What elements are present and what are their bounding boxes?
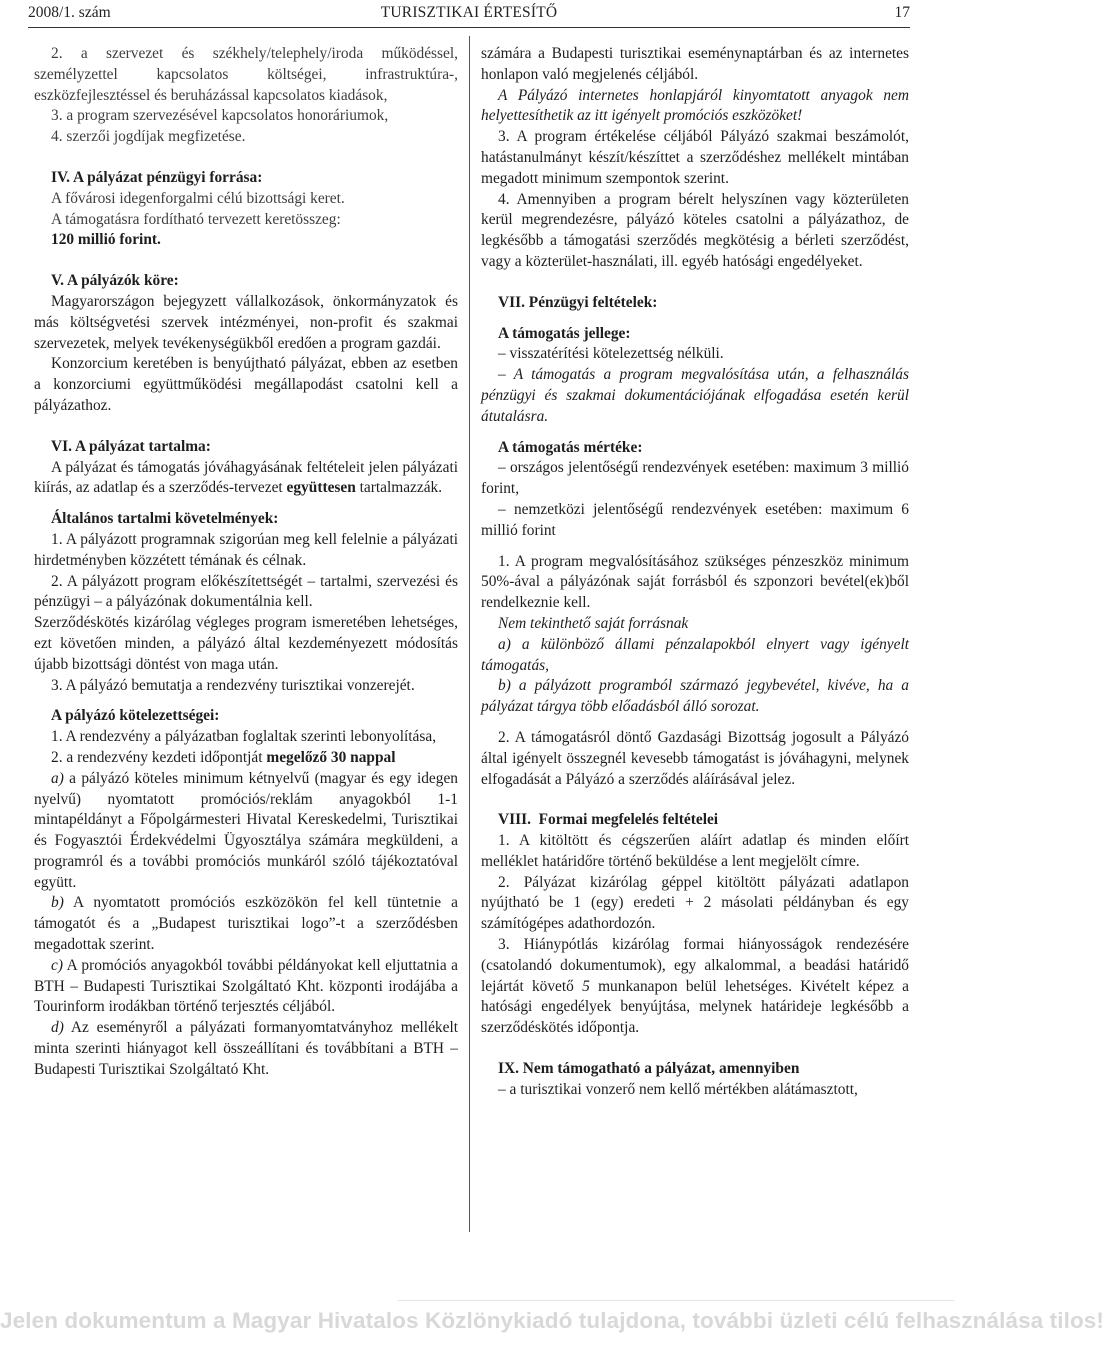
formal-item-3: 3. Hiánypótlás kizárólag formai hiányosságok rendezésére (csatolandó dokumentumok), egy alkalommal, a beadási határidő lejártát követő 5 munkanapon belül lehetséges. Kivételt képez a hatósági engedélyek benyújtása, melynek határideje legkésőbb a szerződéskötés időpontja.	[481, 936, 909, 1037]
issue-number: 2008/1. szám	[28, 4, 111, 21]
requirement-1: 1. A pályázott programnak szigorúan meg kell felelnie a pályázati hirdetményben közzétett témának és célnak.	[34, 530, 458, 569]
requirement-2b: Szerződéskötés kizárólag végleges program ismeretében lehetséges, ezt követően minden, a pályázó által kezdeményezett módosítás újabb bizottsági döntést von maga után.	[34, 614, 458, 673]
section-vi-title: VI. A pályázat tartalma:	[51, 437, 211, 455]
header-rule	[28, 27, 910, 28]
obligation-b: b) A nyomtatott promóciós eszközökön fel kell tüntetnie a támogatót és a „Budapest turisztikai logo”-t a szerződésben megadottak szerint.	[34, 894, 458, 954]
section-vi-text: A pályázat és támogatás jóváhagyásának feltételeit jelen pályázati kiírás, az adatlap és a szerződés-tervezet együttesen tartalmazzák.	[34, 458, 458, 497]
not-supported-1: – a turisztikai vonzerő nem kellő mértékben alátámasztott,	[498, 1080, 858, 1098]
own-resources-not: Nem tekinthető saját forrásnak	[498, 614, 689, 632]
page-number: 17	[894, 4, 910, 21]
support-nature-2: – A támogatás a program megvalósítása után, a felhasználás pénzügyi és szakmai dokumentációjának elfogadása esetén kerül átutalásra.	[481, 366, 909, 425]
support-amount-title: A támogatás mértéke:	[498, 438, 643, 456]
section-v-title: V. A pályázók köre:	[51, 272, 179, 290]
formal-item-2: 2. Pályázat kizárólag géppel kitöltött pályázati adatlapon nyújtható be 1 (egy) eredeti + 2 másolati példányban és egy számítógépes adathordozón.	[481, 873, 909, 933]
cost-item-3: 3. a program szervezésével kapcsolatos honoráriumok,	[51, 107, 389, 125]
obligations-title: A pályázó kötelezettségei:	[51, 707, 220, 725]
own-resources-b: b) a pályázott programból származó jegybevétel, kivéve, ha a pályázat tárgya több előadásból álló sorozat.	[481, 677, 909, 716]
formal-item-1: 1. A kitöltött és cégszerűen aláírt adatlap és minden előírt melléklet határidőre történő beküldése a lent megjelölt címre.	[481, 832, 909, 870]
support-amount-2: – nemzetközi jelentőségű rendezvények esetében: maximum 6 millió forint	[481, 500, 909, 539]
requirements-title: Általános tartalmi követelmények:	[51, 510, 279, 528]
venue-item-4: 4. Amennyiben a program bérelt helyszínen vagy közterületen kerül megrendezésre, pályázó köteles csatolni a pályázathoz, de legkésőbb a támogatási szerződés megkötésig a bérleti szerződést, vagy a közterület-használati, ill. egyéb hatósági engedélyeket.	[481, 190, 909, 270]
obligation-d-continued: számára a Budapesti turisztikai eseménynaptárban és az internetes honlapon való megjelenés céljából.	[481, 45, 909, 83]
section-viii-title: VIII. Formai megfelelés feltételei	[498, 811, 719, 829]
requirement-2: 2. A pályázott program előkészítettségét – tartalmi, szervezési és pénzügyi – a pályázónak dokumentálnia kell.	[34, 572, 458, 611]
obligation-2: 2. a rendezvény kezdeti időpontját megelőző 30 nappal	[51, 748, 396, 766]
watermark-rule	[398, 1300, 954, 1301]
section-v-text-1: Magyarországon bejegyzett vállalkozások, önkormányzatok és más költségvetési szervek intézményei, non-profit és szakmai szervezetek, melyek tevékenységükből eredően a program gazdái.	[34, 292, 458, 352]
journal-title: TURISZTIKAI ÉRTESÍTŐ	[380, 4, 558, 21]
column-divider	[469, 36, 470, 1232]
obligation-c: c) A promóciós anyagokból további példányokat kell eljuttatnia a BTH – Budapesti Turisztikai Szolgáltató Kht. központi irodájába a Tourinform irodákban történő terjesztés céljából.	[34, 956, 458, 1016]
together-emphasis: együttesen	[286, 479, 356, 497]
right-column	[481, 44, 909, 1101]
obligation-1: 1. A rendezvény a pályázatban foglaltak szerinti lebonyolítása,	[51, 728, 437, 746]
obligation-a: a) a pályázó köteles minimum kétnyelvű (magyar és egy idegen nyelvű) nyomtatott promóciós/reklám anyagokból 1-1 mintapéldányt a Főpolgármesteri Hivatal Kereskedelmi, Turisztikai és Fogyasztói Érdekvédelmi Ügyosztálya számára megküldeni, a programról és a további promóciós munkáról szóló tájékoztatóval együtt.	[34, 769, 458, 891]
left-column	[34, 44, 458, 1081]
deadline-emphasis: megelőző 30 nappal	[266, 748, 396, 766]
section-iv-text-2: A támogatásra fordítható tervezett keretösszeg:	[51, 210, 341, 228]
section-ix-title: IX. Nem támogatható a pályázat, amennyiben	[498, 1060, 800, 1078]
requirement-3: 3. A pályázó bemutatja a rendezvény turisztikai vonzerejét.	[51, 676, 415, 694]
website-notice: A Pályázó internetes honlapjáról kinyomtatott anyagok nem helyettesíthetik az itt igényelt promóciós eszközöket!	[481, 86, 909, 125]
section-iv-amount: 120 millió forint.	[51, 231, 161, 249]
ownership-watermark: Jelen dokumentum a Magyar Hivatalos Közlönykiadó tulajdona, további üzleti célú felhasználása tilos!	[0, 1308, 1104, 1333]
own-resources-2: 2. A támogatásról döntő Gazdasági Bizottság jogosult a Pályázó által igényelt összegnél kevesebb támogatást is jóváhagyni, melynek elfogadását a Pályázó a szerződés aláírásával jelez.	[481, 728, 909, 788]
obligation-d: d) Az eseményről a pályázati formanyomtatványhoz mellékelt minta szerinti hiányagot kell összeállítani és továbbítani a BTH – Budapesti Turisztikai Szolgáltató Kht.	[34, 1019, 458, 1078]
support-amount-1: – országos jelentőségű rendezvények esetében: maximum 3 millió forint,	[481, 459, 909, 498]
support-nature-1: – visszatérítési kötelezettség nélküli.	[498, 345, 724, 363]
evaluation-item-3: 3. A program értékelése céljából Pályázó szakmai beszámolót, hatástanulmányt készít/készíttet a szerződéshez mellékelt mintában megadott minimum szempontok szerint.	[481, 128, 909, 187]
section-iv-title: IV. A pályázat pénzügyi forrása:	[51, 168, 263, 186]
cost-item-4: 4. szerzői jogdíjak megfizetése.	[51, 128, 246, 146]
section-v-text-2: Konzorcium keretében is benyújtható pályázat, ebben az esetben a konzorciumi együttműködési megállapodást csatolni kell a pályázathoz.	[34, 355, 458, 414]
support-nature-title: A támogatás jellege:	[498, 324, 631, 342]
own-resources-a: a) a különböző állami pénzalapokból elnyert vagy igényelt támogatás,	[481, 635, 909, 674]
section-vii-title: VII. Pénzügyi feltételek:	[498, 293, 658, 311]
cost-item-2: 2. a szervezet és székhely/telephely/iroda működéssel, személyzettel kapcsolatos költségei, infrastruktúra-, eszközfejlesztéssel és beruházással kapcsolatos kiadások,	[34, 45, 458, 104]
section-iv-text-1: A fővárosi idegenforgalmi célú bizottsági keret.	[51, 189, 345, 207]
own-resources-1: 1. A program megvalósításához szükséges pénzeszköz minimum 50%-ával a pályázónak saját forrásból és szponzori bevétel(ek)ből rendelkeznie kell.	[481, 552, 909, 612]
